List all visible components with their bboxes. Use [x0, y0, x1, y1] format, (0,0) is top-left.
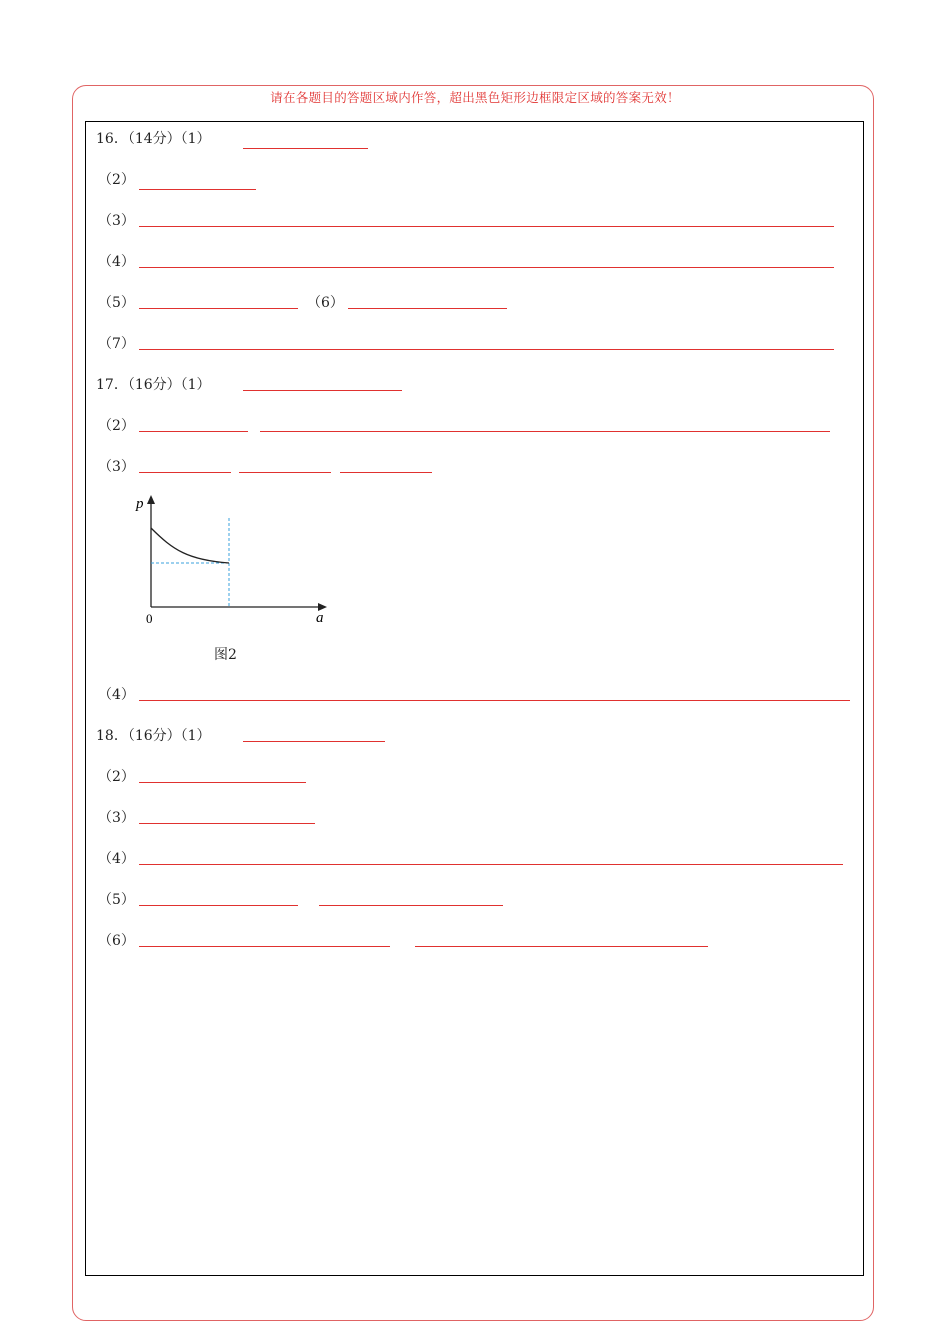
q16-part2-label: （2） — [98, 172, 135, 188]
q16-part1-blank[interactable] — [243, 148, 368, 149]
q17-part2-blank-b[interactable] — [260, 431, 830, 432]
q18-part5-blank-a[interactable] — [139, 905, 298, 906]
q17-header: 17．（16分）（1） — [96, 377, 211, 393]
q18-part6-label: （6） — [98, 933, 135, 949]
q18-part2-label: （2） — [98, 769, 135, 785]
q16-part7-blank[interactable] — [139, 349, 834, 350]
q16-part3-blank[interactable] — [139, 226, 834, 227]
origin-label: 0 — [146, 611, 153, 626]
q18-part3-blank[interactable] — [139, 823, 315, 824]
q17-part3-blank-a[interactable] — [139, 472, 231, 473]
q17-part2-blank-a[interactable] — [139, 431, 248, 432]
q18-part1-blank[interactable] — [243, 741, 385, 742]
q17-part1-blank[interactable] — [243, 390, 402, 391]
answer-region-box — [85, 121, 864, 1276]
q18-part6-blank-a[interactable] — [139, 946, 390, 947]
q16-part3-label: （3） — [98, 213, 135, 229]
q18-header: 18．（16分）（1） — [96, 728, 211, 744]
q16-part2-blank[interactable] — [139, 189, 256, 190]
q18-part2-blank[interactable] — [139, 782, 306, 783]
q16-part5-blank[interactable] — [139, 308, 298, 309]
q16-part6-label: （6） — [307, 295, 344, 311]
p-vs-a-curve — [151, 528, 229, 563]
q18-part6-blank-b[interactable] — [415, 946, 708, 947]
q16-part6-blank[interactable] — [348, 308, 507, 309]
y-axis-arrow — [147, 495, 155, 504]
q17-part3-blank-c[interactable] — [340, 472, 432, 473]
q16-part5-label: （5） — [98, 295, 135, 311]
q17-part3-blank-b[interactable] — [239, 472, 331, 473]
q16-part7-label: （7） — [98, 336, 135, 352]
q16-part4-label: （4） — [98, 254, 135, 270]
q18-part5-label: （5） — [98, 892, 135, 908]
q17-part4-label: （4） — [98, 687, 135, 703]
figure-caption: 图2 — [214, 647, 237, 663]
x-axis-label: a — [316, 610, 324, 626]
q18-part4-label: （4） — [98, 851, 135, 867]
y-axis-label: p — [136, 496, 144, 512]
q17-part4-blank[interactable] — [139, 700, 850, 701]
q17-figure-2-graph — [128, 490, 338, 670]
q18-part4-blank[interactable] — [139, 864, 843, 865]
q17-part3-label: （3） — [98, 459, 135, 475]
q17-part2-label: （2） — [98, 418, 135, 434]
q18-part3-label: （3） — [98, 810, 135, 826]
q18-part5-blank-b[interactable] — [319, 905, 503, 906]
answer-area-notice: 请在各题目的答题区域内作答，超出黑色矩形边框限定区域的答案无效！ — [270, 90, 680, 105]
q16-part4-blank[interactable] — [139, 267, 834, 268]
q16-header: 16．（14分）（1） — [96, 131, 211, 147]
